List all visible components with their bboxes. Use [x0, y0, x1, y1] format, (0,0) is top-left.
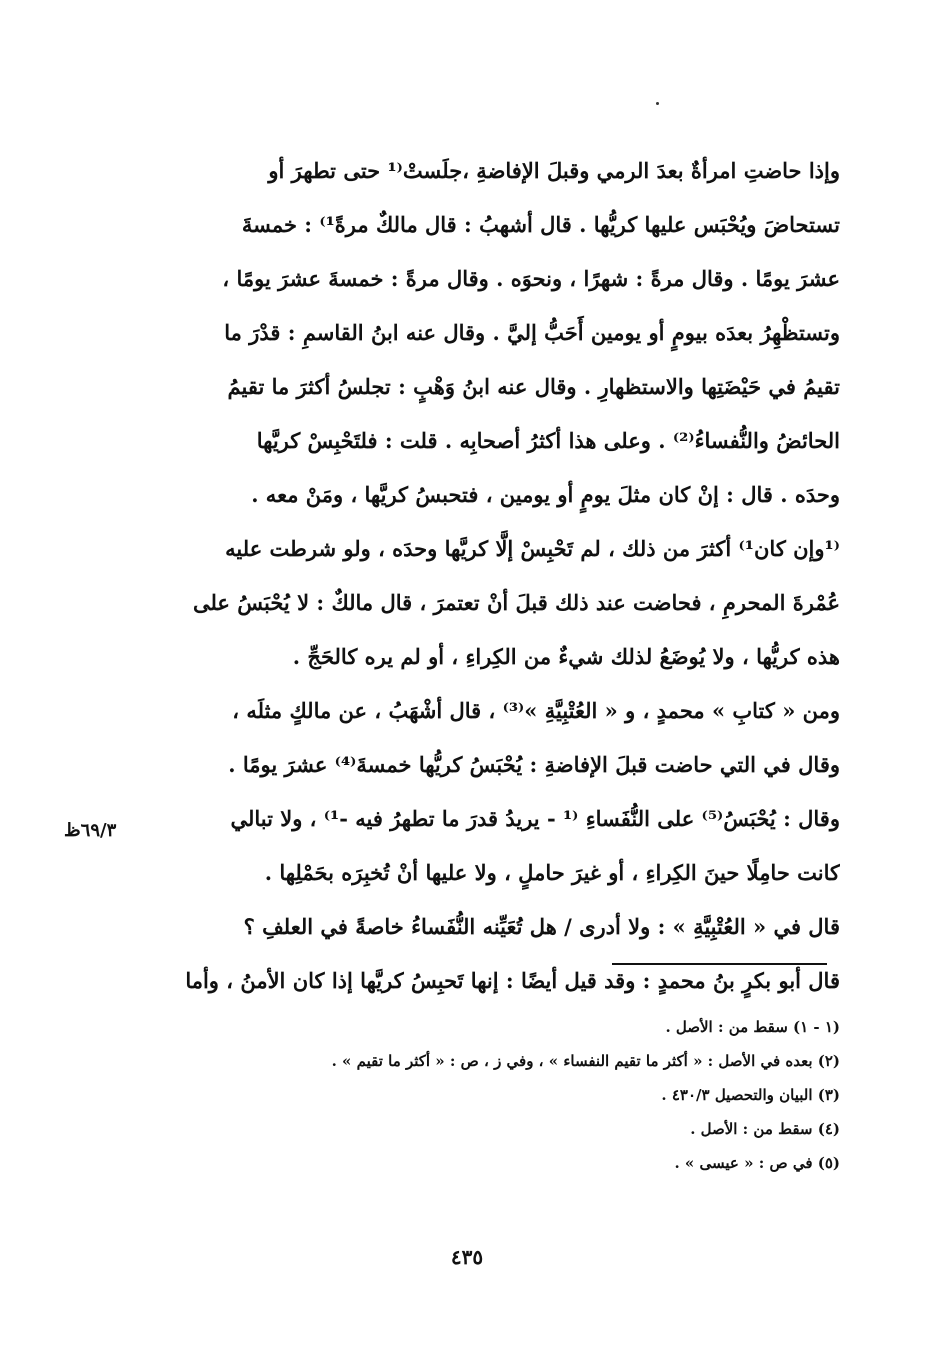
text-line: تستحاضَ ويُحْبَس عليها كريُّها . قال أشهبُ : قال مالكٌ مرةً¹⁾ : خمسةَ: [241, 212, 840, 237]
print-speck: [656, 102, 659, 105]
text-line: قال في « العُتْبِيَّةِ » : ولا أدرى / هل تُعَيِّنه النُّفَساءُ خاصةً في العلفِ ؟: [243, 914, 840, 939]
main-text: [150, 144, 840, 1008]
text-line: وحدَه . قال : إنْ كان مثلَ يومٍ أو يومين ، فتحبسُ كريَّها ، ومَنْ معه .: [251, 482, 840, 507]
page-number: ٤٣٥: [450, 1245, 484, 1269]
footnote: (٣) البيان والتحصيل ٤٣٠/٣ .: [661, 1086, 840, 1104]
text-line: هذه كريُّها ، ولا يُوضَعُ لذلك شيءٌ من الكِراءِ ، أو لم يره كالحَجِّ .: [292, 644, 840, 669]
text-line: وتستظْهِرُ بعدَه بيومٍ أو يومين أَحَبُّ إليَّ . وقال عنه ابنُ القاسمِ : قدْرَ ما: [224, 320, 840, 345]
text-line: وقال في التي حاضت قبلَ الإفاضةِ : يُحْبَسُ كريُّها خمسةَ⁽⁴⁾ عشرَ يومًا .: [228, 752, 840, 777]
footnote: (٤) سقط من : الأصل .: [690, 1120, 840, 1138]
text-line: ومن « كتابِ » محمدٍ ، و « العُتْبِيَّةِ »⁽³⁾ ، قال أشْهَبُ ، عن مالكٍ مثلَه ،: [232, 698, 840, 723]
text-line: الحائضُ والنُّفساءُ⁽²⁾ . وعلى هذا أكثرُ أصحابِه . قلت : فلتَحْبِسْ كريَّها: [256, 428, 840, 453]
text-line: عشرَ يومًا . وقال مرةً : شهرًا ، ونحوَه . وقال مرةً : خمسةَ عشرَ يومًا ،: [222, 266, 840, 291]
footnote: (٢) بعده في الأصل : « أكثر ما تقيم النفساء » ، وفي ز ، ص : « أكثر ما تقيم » .: [331, 1052, 840, 1070]
text-line: ⁽¹وإن كان¹⁾ أكثرَ من ذلك ، لم تَحْبِسْ إلَّا كريَّها وحدَه ، ولو شرطت عليه: [225, 536, 840, 561]
text-line: وإذا حاضتِ امرأةٌ بعدَ الرمي وقبلَ الإفاضةِ ،جلَستْ⁽¹ حتى تطهرَ أو: [268, 158, 840, 183]
margin-folio-reference: ٦٩/٣ظ: [64, 820, 117, 841]
footnote: (١ - ١) سقط من : الأصل .: [665, 1018, 840, 1036]
text-line: قال أبو بكرٍ بنُ محمدٍ : وقد قيل أيضًا : إنها تَحبِسُ كريَّها إذا كان الأمنُ ، وأما: [185, 968, 840, 993]
text-line: تقيمُ في حَيْضَتِها والاستظهارِ . وقال عنه ابنُ وَهْبٍ : تجلسُ أكثرَ ما تقيمُ: [227, 374, 840, 399]
text-line: وقال : يُحْبَسُ⁽⁵⁾ على النُّفَساءِ ⁽¹ - يريدُ قدرَ ما تطهرُ فيه -¹⁾ ، ولا تبالي: [230, 806, 840, 831]
text-line: عُمْرةَ المحرمِ ، فحاضت عند ذلك قبلَ أنْ تعتمرَ ، قال مالكٌ : لا يُحْبَسُ على: [192, 590, 840, 615]
text-line: كانت حامِلًا حينَ الكِراءِ ، أو غيرَ حاملٍ ، ولا عليها أنْ تُخبِرَه بحَمْلِها .: [264, 860, 840, 885]
footnotes: [240, 1010, 840, 1180]
footnote-separator: [612, 963, 827, 965]
footnote: (٥) في ص : « عيسى » .: [674, 1154, 840, 1172]
